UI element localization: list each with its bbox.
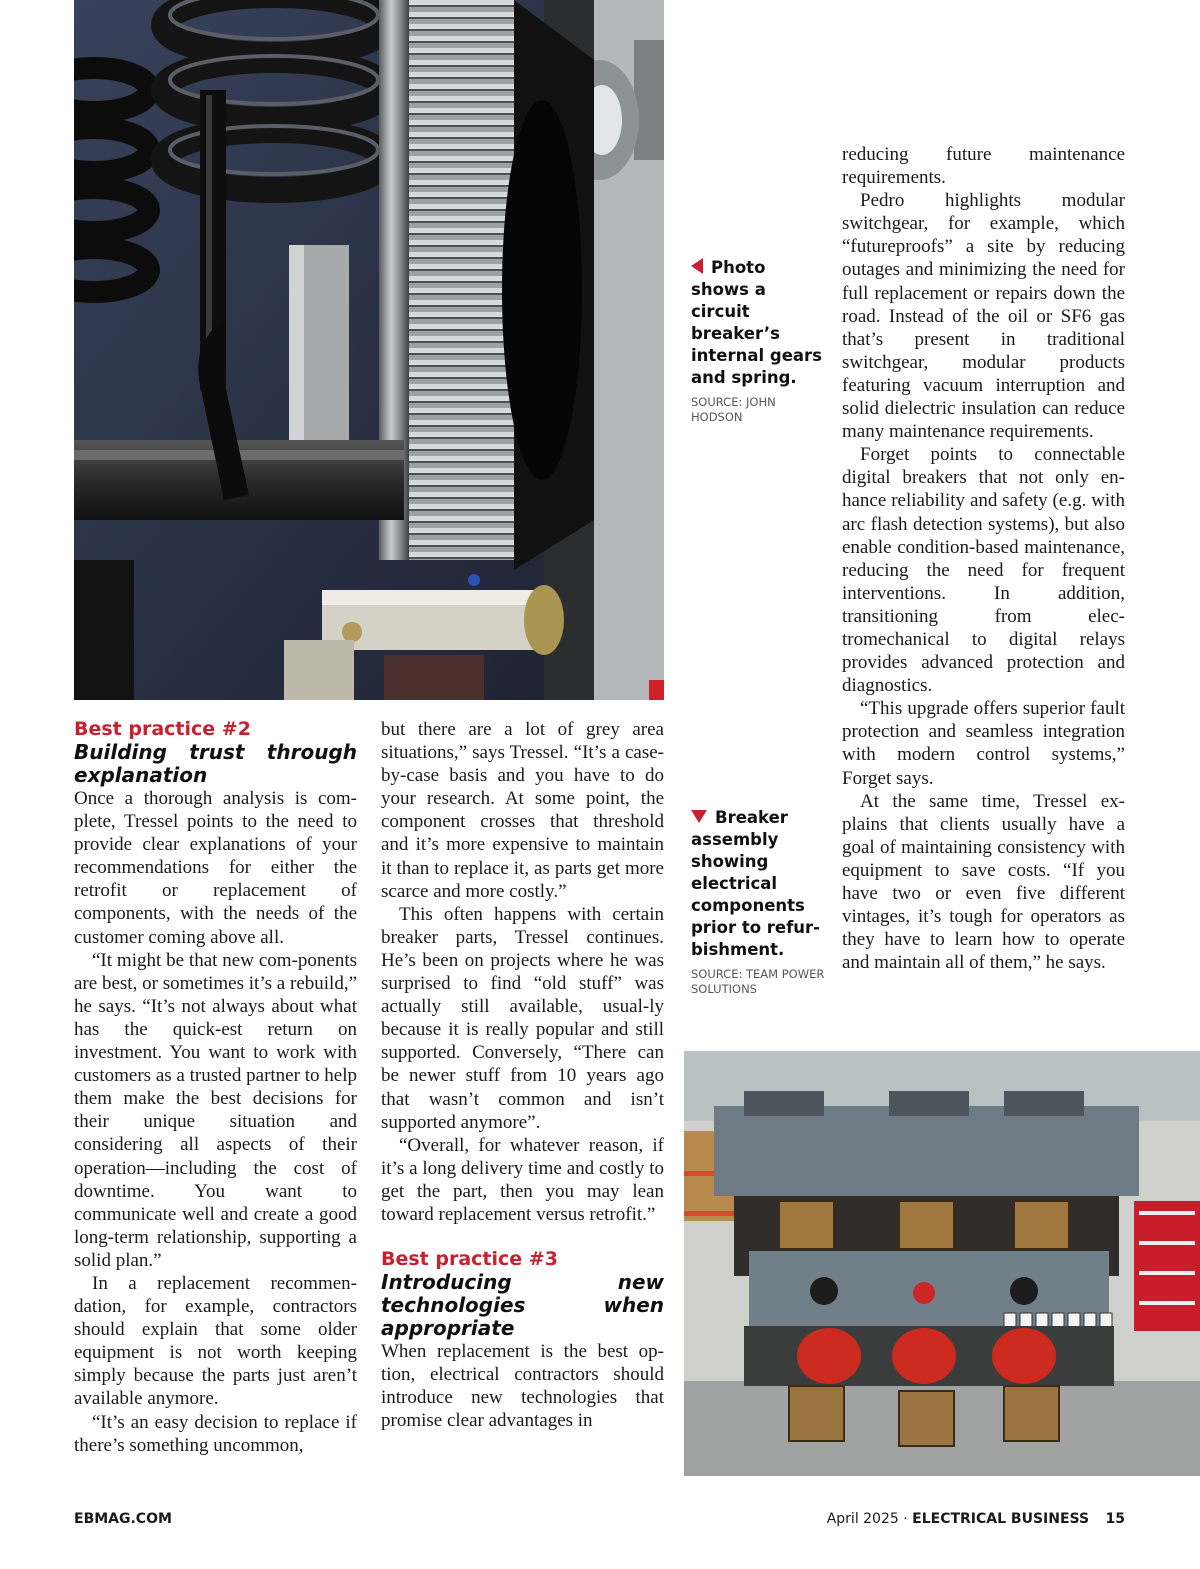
caption-arrow-down-icon [691,810,707,823]
photo-caption-gears [691,257,826,425]
photo-source: SOURCE: JOHN HODSON [691,395,776,424]
paragraph: In a replacement recommen-dation, for example, contractors should explain that some older equipment is not worth keeping simply because the parts just aren’t available anymore. [74,1272,357,1410]
page-number: 15 [1105,1511,1125,1527]
paragraph: “Overall, for whatever reason, if it’s a long delivery time and costly to get the part, then you may lean toward replacement versus retrofit.” [381,1134,664,1225]
article-column-2 [381,718,664,1432]
section-heading: Best practice #3 [381,1248,558,1271]
breaker-assembly-photo [684,1051,1200,1476]
section-subheading: Building trust through explanation [74,740,357,787]
paragraph: but there are a lot of grey area situations,” says Tressel. “It’s a case-by-case basis and you have to do your research. At some point, the component crosses that threshold and it’s more expensive to maintain it than to replace it, as parts get more scarce and more costly.” [381,719,664,902]
paragraph: This often happens with certain breaker parts, Tressel continues. He’s been on projects where he was surprised to find “old stuff” was actually still available, usual-ly because it is really popular and still supported. Conversely, “There can be newer stuff from 10 years ago that wasn’t common and isn’t supported anymore”. [381,903,664,1133]
caption-text: Photo shows a circuit breaker’s internal gears and spring. [691,258,822,387]
paragraph: “It’s an easy decision to replace if there’s something uncommon, [74,1411,357,1456]
paragraph: “It might be that new com-ponents are best, or sometimes it’s a rebuild,” he says. “It’s not always about what has the quick-est return on investment. You want to work with customers as a trusted partner to help them make the best decisions for their unique situation and considering all aspects of their operation—including the cost of downtime. You want to communicate well and create a good long-term relationship, supporting a solid plan.” [74,949,357,1271]
footer-date: April 2025 · [826,1511,908,1527]
footer-issue [827,1511,1125,1527]
paragraph: Once a thorough analysis is com-plete, Tressel points to the need to provide clear explanations of your recommendations for either the retrofit or replacement of components, with the needs of the customer coming above all. [74,788,357,948]
section-subheading: Introducing new technologies when appropriate [381,1270,664,1341]
caption-arrow-left-icon [691,258,703,274]
paragraph: “This upgrade offers superior fault protection and seamless integration with modern control systems,” Forget says. [842,698,1125,789]
paragraph: At the same time, Tressel ex-plains that clients usually have a goal of maintaining consistency with equipment to save costs. “If you have two or even five different vintages, it’s tough for operators as they have to learn how to operate and maintain all of them,” he says. [842,790,1125,974]
section-heading: Best practice #2 [74,718,251,740]
article-column-3 [842,143,1125,974]
circuit-breaker-gears-photo [74,0,664,700]
article-column-1 [74,718,357,1457]
caption-text: Breaker assembly showing electrical components prior to refur-bishment. [691,808,821,959]
footer-magazine-name: ELECTRICAL BUSINESS [912,1511,1090,1527]
paragraph: Forget points to connectable digital breakers that not only en-hance reliability and safety (e.g. with arc flash detection systems), but also enable condition-based maintenance, reducing the need for frequent interventions. In addition, transitioning from elec-tromechanical to digital relays provides advanced protection and diagnostics. [842,444,1125,697]
paragraph: When replacement is the best op-tion, electrical contractors should introduce new technologies that promise clear advantages in [381,1341,664,1432]
photo-source: SOURCE: TEAM POWER SOLUTIONS [691,967,825,996]
photo-caption-breaker [691,807,826,997]
paragraph: Pedro highlights modular switchgear, for example, which “futureproofs” a site by reducing outages and minimizing the need for full replacement or repairs down the road. Instead of the oil or SF6 gas that’s present in traditional switchgear, modular products featuring vacuum interruption and solid dielectric insulation can reduce many maintenance requirements. [842,190,1125,443]
footer-site-url: EBMAG.COM [74,1511,172,1527]
paragraph: reducing future maintenance requirements. [842,144,1125,189]
